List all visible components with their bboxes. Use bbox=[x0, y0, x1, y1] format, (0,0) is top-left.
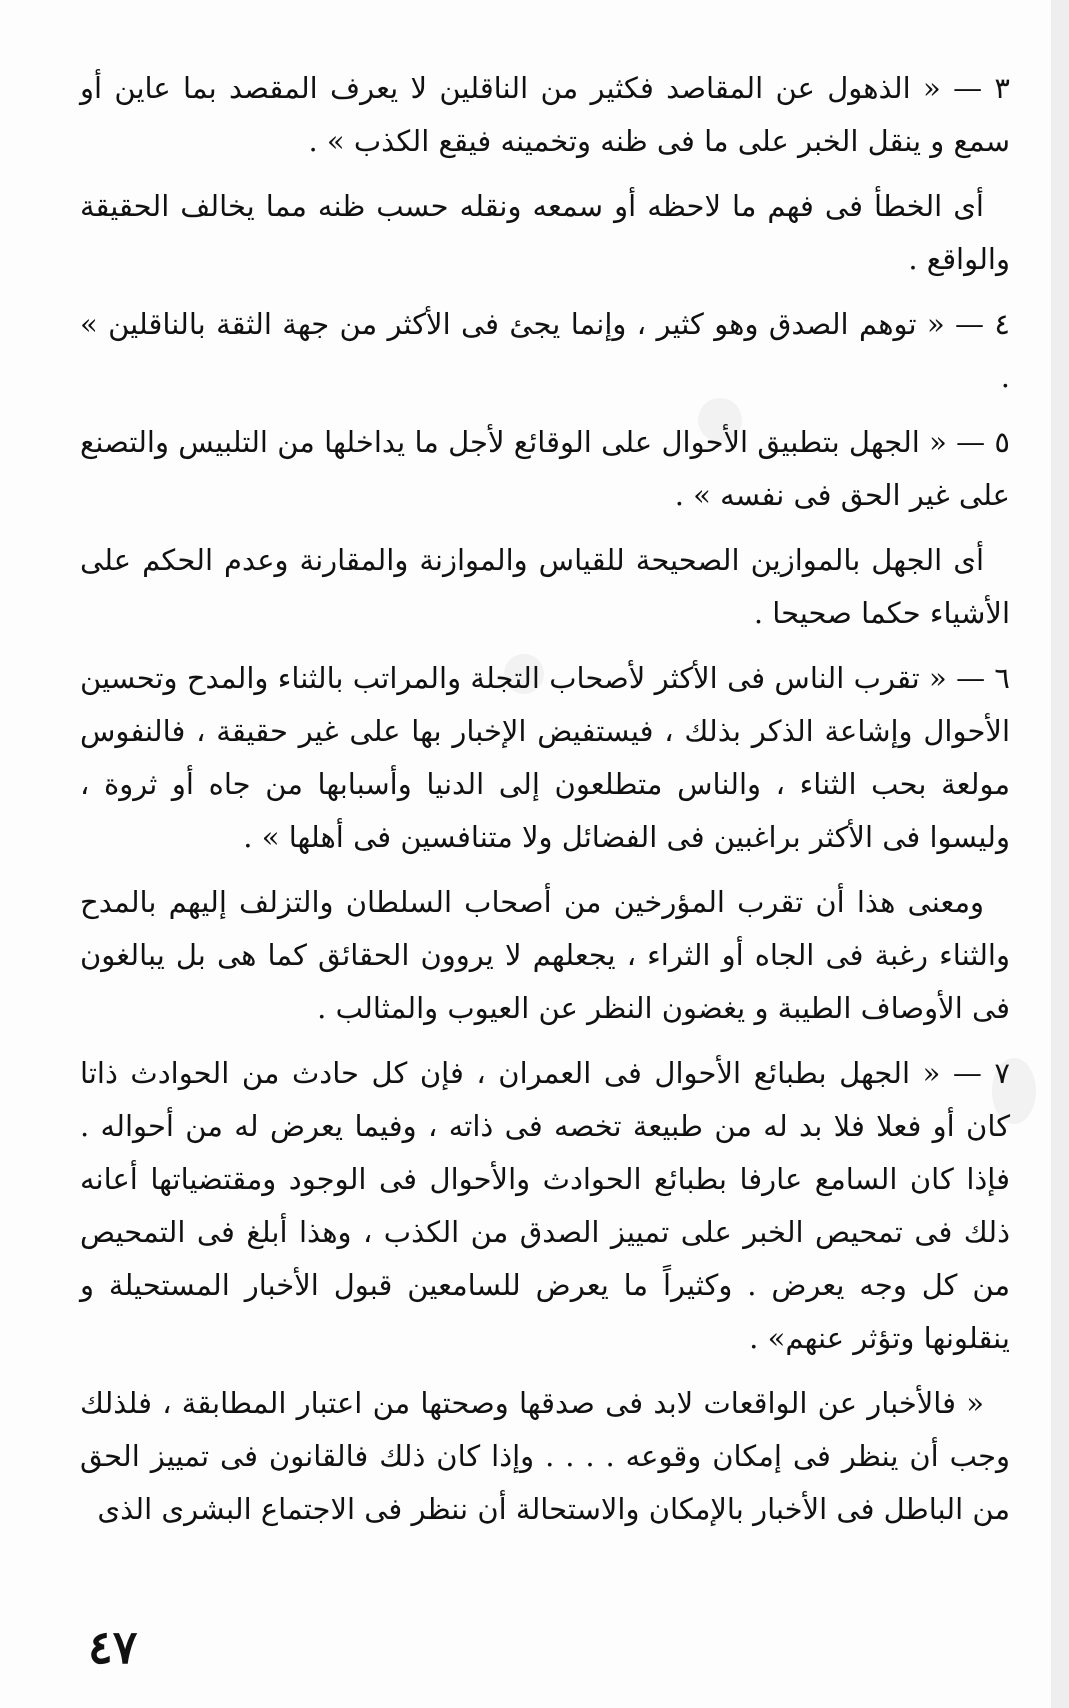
paragraph-item-5: ٥ — « الجهل بتطبيق الأحوال على الوقائع لأجل ما يداخلها من التلبيس والتصنع على غير الحق فى نفسه » . bbox=[80, 425, 1010, 512]
paragraph-explanation: ومعنى هذا أن تقرب المؤرخين من أصحاب السلطان والتزلف إليهم بالمدح والثناء رغبة فى الجاه أو الثراء ، يجعلهم لا يروون الحقائق كما هى بل يبالغون فى الأوصاف الطيبة و يغضون النظر عن العيوب والمثالب . bbox=[80, 885, 1010, 1025]
paragraph-quote-continuation: « فالأخبار عن الواقعات لابد فى صدقها وصحتها من اعتبار المطابقة ، فلذلك وجب أن ينظر فى إمكان وقوعه . . . . وإذا كان ذلك فالقانون فى تمييز الحق من الباطل فى الأخبار بالإمكان والاستحالة أن ننظر فى الاجتماع البشرى الذى bbox=[80, 1386, 1010, 1526]
paragraph-explanation: أى الخطأ فى فهم ما لاحظه أو سمعه ونقله حسب ظنه مما يخالف الحقيقة والواقع . bbox=[80, 189, 1010, 276]
paragraph-item-7: ٧ — « الجهل بطبائع الأحوال فى العمران ، فإن كل حادث من الحوادث ذاتا كان أو فعلا فلا بد له من طبيعة تخصه فى ذاته ، وفيما يعرض له من أحواله . فإذا كان السامع عارفا بطبائع الحوادث والأحوال فى الوجود ومقتضياتها أعانه ذلك فى تمحيص الخبر على تمييز الصدق من الكذب ، وهذا أبلغ فى التمحيص من كل وجه يعرض . وكثيراً ما يعرض للسامعين قبول الأخبار المستحيلة و ينقلونها وتؤثر عنهم» . bbox=[80, 1056, 1010, 1355]
paragraph-item-6: ٦ — « تقرب الناس فى الأكثر لأصحاب التجلة والمراتب بالثناء والمدح وتحسين الأحوال وإشاعة الذكر بذلك ، فيستفيض الإخبار بها على غير حقيقة ، فالنفوس مولعة بحب الثناء ، والناس متطلعون إلى الدنيا وأسبابها من جاه أو ثروة ، وليسوا فى الأكثر براغبين فى الفضائل ولا متنافسين فى أهلها » . bbox=[80, 661, 1010, 854]
paragraph-explanation: أى الجهل بالموازين الصحيحة للقياس والموازنة والمقارنة وعدم الحكم على الأشياء حكما صحيحا . bbox=[80, 543, 1010, 630]
page-number: ٤٧ bbox=[88, 1620, 138, 1674]
page-text bbox=[80, 62, 1010, 1548]
paragraph-item-3: ٣ — « الذهول عن المقاصد فكثير من الناقلين لا يعرف المقصد بما عاين أو سمع و ينقل الخبر على ما فى ظنه وتخمينه فيقع الكذب » . bbox=[80, 71, 1010, 158]
paragraph-item-4: ٤ — « توهم الصدق وهو كثير ، وإنما يجئ فى الأكثر من جهة الثقة بالناقلين » . bbox=[80, 307, 1010, 394]
